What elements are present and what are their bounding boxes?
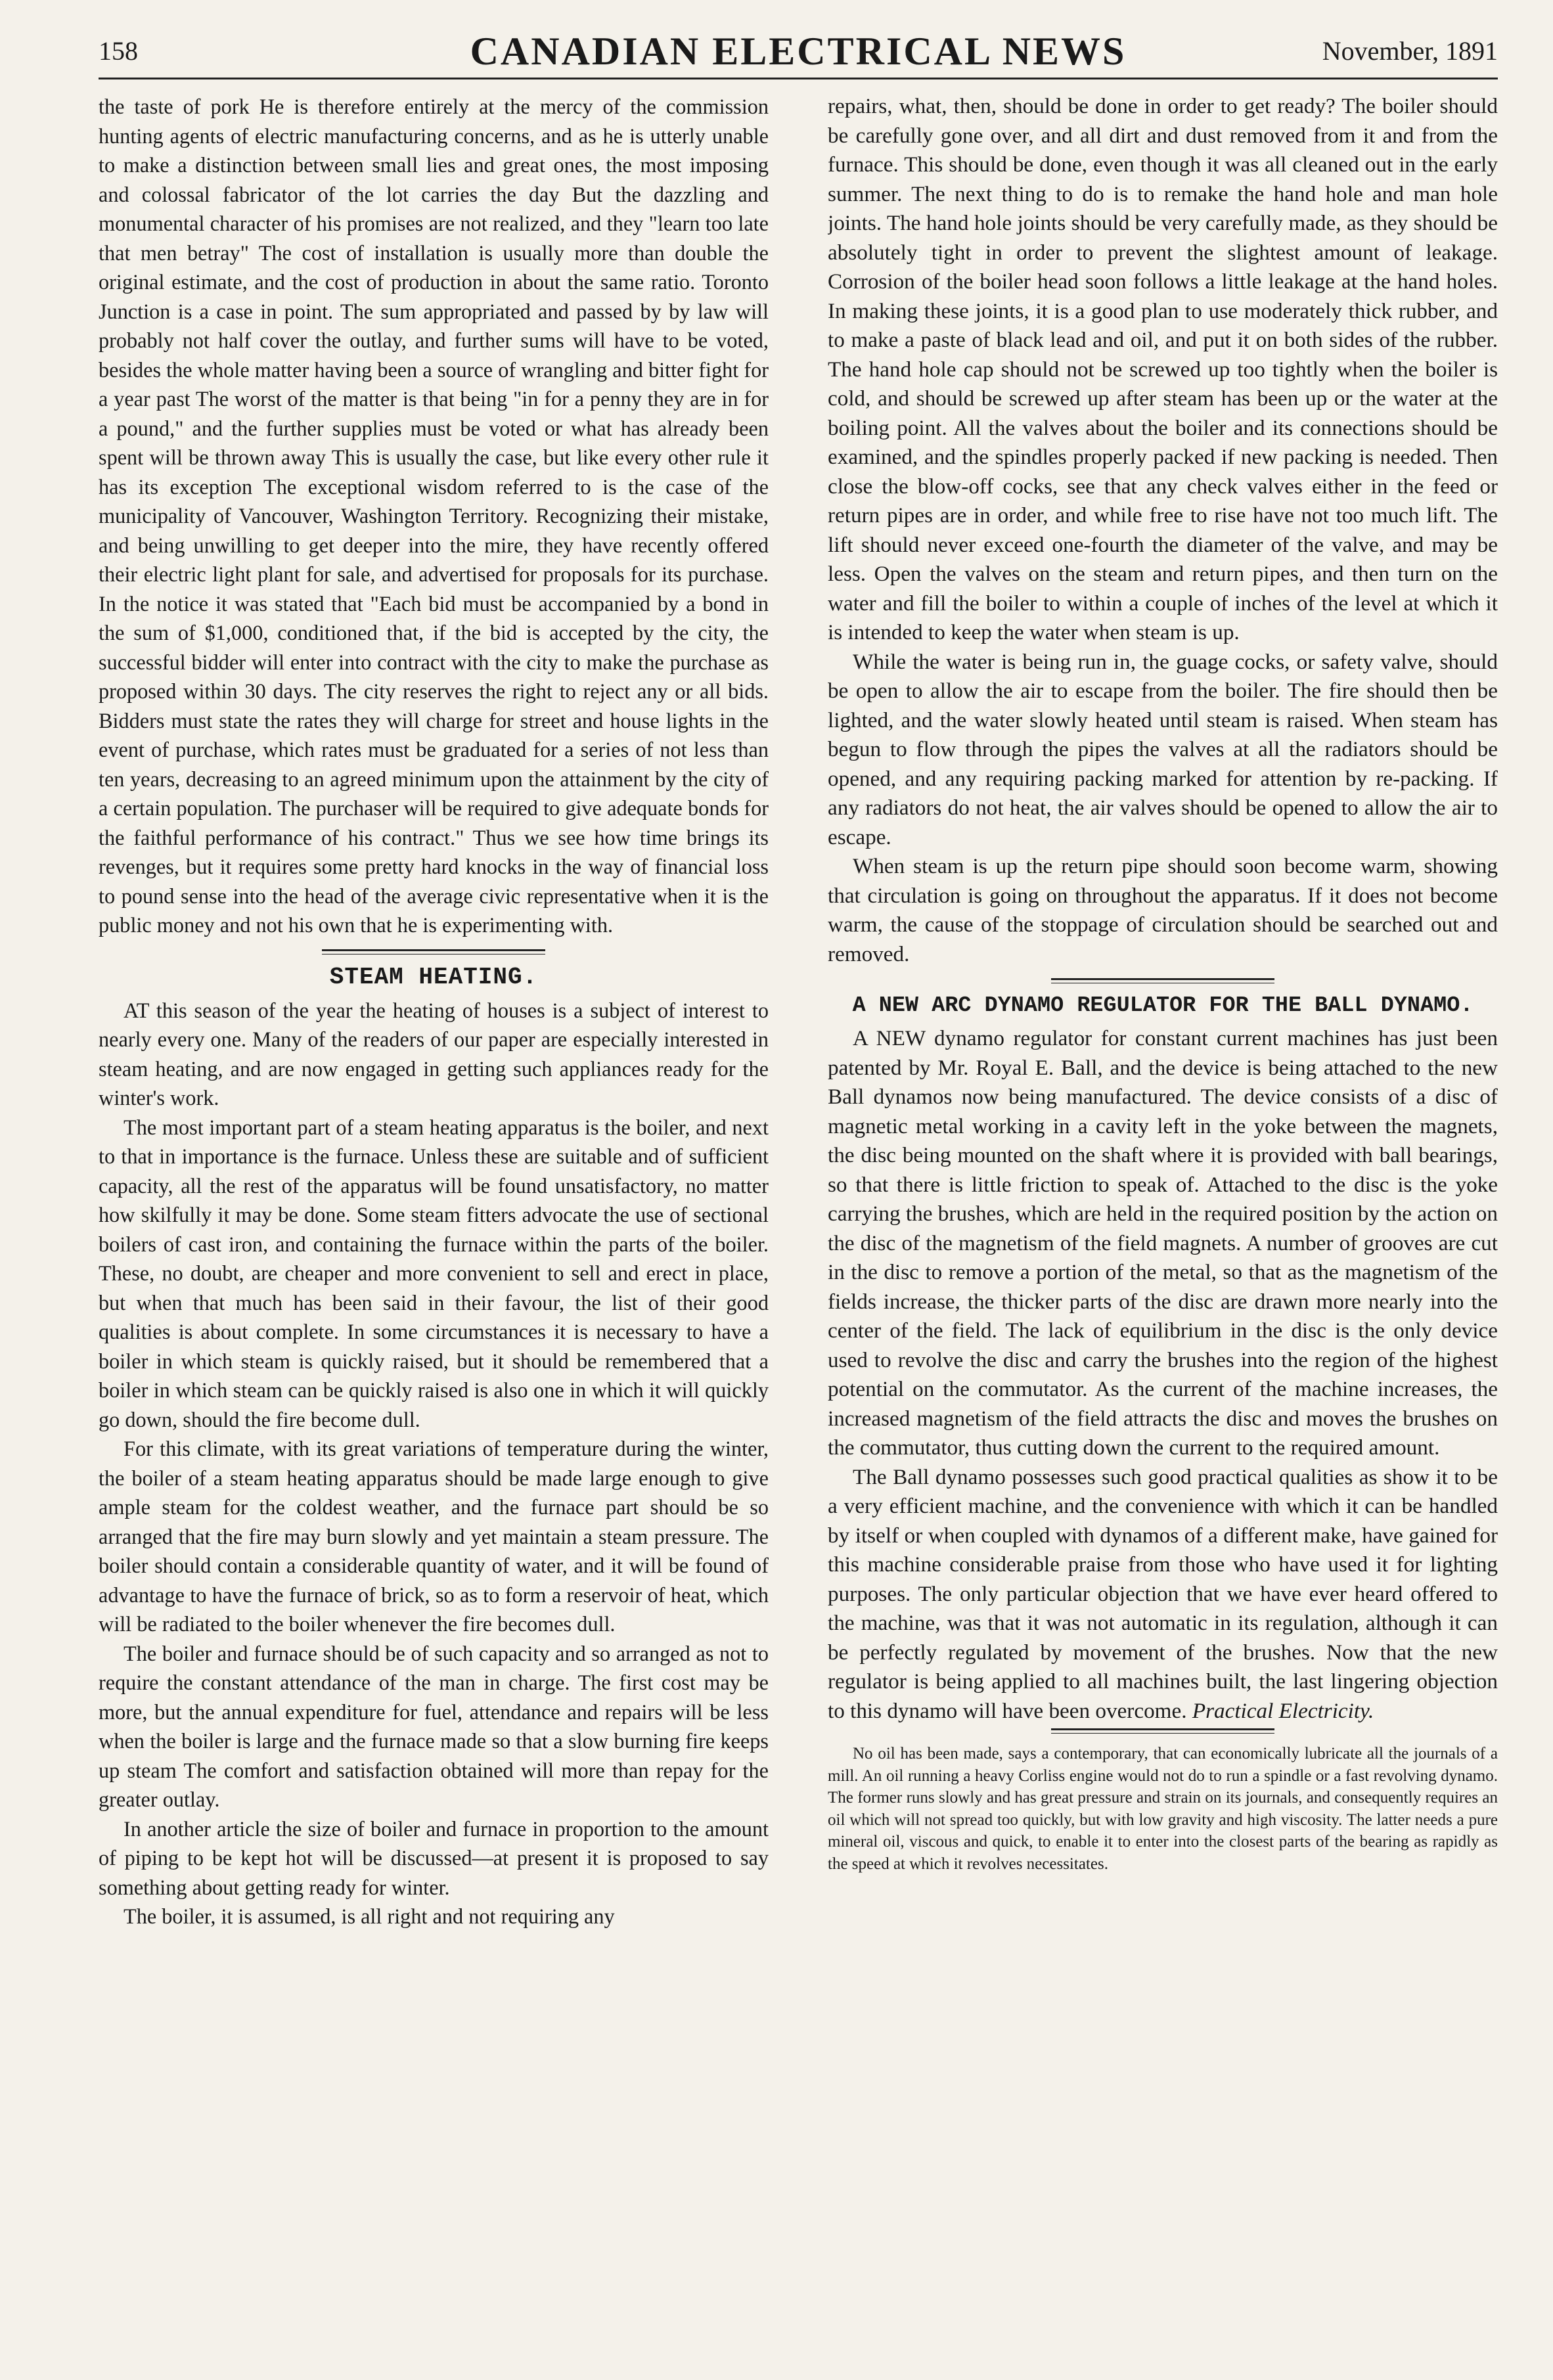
oil-note: No oil has been made, says a contemporary, that can economically lubricate all the journals of a mill. An oil running a heavy Corliss engine would not do to run a spindle or a fast revolving dynamo. The former runs slowly and has great pressure and strain on its journals, and consequently requires an oil which will not spread too quickly, but with low gravity and high viscosity. The latter needs a pure mineral oil, viscous and quick, to enable it to enter into the closest parts of the bearing as rapidly as the speed at which it revolves necessitates. bbox=[828, 1745, 1498, 1873]
arc-paragraph-2 bbox=[828, 1463, 1498, 1726]
steam-continuation-2: While the water is being run in, the guage cocks, or safety valve, should be open to allow the air to escape from the boiler. The fire should then be lighted, and the water slowly heated until steam is raised. When steam has begun to flow through the pipes the valves at all the radiators should be opened, and any requiring packing marked for attention by re-packing. If any radiators do not heat, the air valves should be opened to allow the air to escape. bbox=[828, 649, 1498, 849]
section-divider bbox=[322, 949, 545, 954]
page-number: 158 bbox=[99, 36, 138, 66]
steam-paragraph-1: AT this season of the year the heating of houses is a subject of interest to nearly every one. Many of the readers of our paper are especially interested in steam heating, and are now engaged in getting such appliances ready for the winter's work. bbox=[99, 998, 769, 1110]
steam-paragraph-2: The most important part of a steam heating apparatus is the boiler, and next to that in importance is the furnace. Unless these are suitable and of sufficient capacity, all the rest of the apparatus will be found unsatisfactory, no matter how skilfully it may be done. Some steam fitters advocate the use of sectional boilers of cast iron, and containing the furnace within the parts of the boiler. These, no doubt, are cheaper and more convenient to sell and erect in place, but when that much has been said in their favour, the list of their good qualities is about complete. In some circumstances it is necessary to have a boiler in which steam is quickly raised, but it should be remembered that a boiler in which steam can be quickly raised is also one in which it will quickly go down, should the fire become dull. bbox=[99, 1115, 769, 1431]
arc-paragraph-1: A NEW dynamo regulator for constant current machines has just been patented by Mr. Royal E. Ball, and the device is being attached to the new Ball dynamos now being manufactured. The device consists of a disc of magnetic metal working in a cavity left in the yoke between the magnets, the disc being mounted on the shaft where it is provided with ball bearings, so that there is little friction to speak of. Attached to the disc is the yoke carrying the brushes, which are held in the required position by the action on the disc of the magnetism of the field magnets. A number of grooves are cut in the disc to remove a portion of the metal, so that as the magnetism of the fields increase, the thicker parts of the disc are drawn more nearly into the center of the field. The lack of equilibrium in the disc is the only device used to revolve the disc and carry the brushes into the region of the highest potential on the commutator. As the current of the machine increases, the increased magnetism of the field attracts the disc and moves the brushes on the commutator, thus cutting down the current to the required amount. bbox=[828, 1026, 1498, 1460]
arc-paragraph-2-text: The Ball dynamo possesses such good practical qualities as show it to be a very efficient machine, and the convenience with which it can be handled by itself or when coupled with dynamos of a different make, have gained for this machine considerable praise from those who have used it for lighting purposes. The only particular objection that we have ever heard offered to the machine, was that it was not automatic in its regulation, although it can be perfectly regulated by movement of the brushes. Now that the new regulator is being applied to all machines built, the last lingering objection to this dynamo will have been overcome. bbox=[828, 1464, 1498, 1723]
steam-paragraph-3: For this climate, with its great variations of temperature during the winter, the boiler of a steam heating apparatus should be made large enough to give ample steam for the coldest weather, and the furnace part should be so arranged that the fire may burn slowly and yet maintain a steam pressure. The boiler should contain a considerable quantity of water, and it will be found of advantage to have the furnace of brick, so as to form a reservoir of heat, which will be radiated to the boiler whenever the fire becomes dull. bbox=[99, 1437, 769, 1636]
steam-paragraph-4: The boiler and furnace should be of such capacity and so arranged as not to require the constant attendance of the man in charge. The first cost may be more, but the annual expenditure for fuel, attendance and repairs will be less when the boiler is large and the furnace made so that a slow burning fire keeps up steam The comfort and satisfaction obtained will more than repay for the greater outlay. bbox=[99, 1641, 769, 1811]
left-column bbox=[99, 92, 769, 2352]
section-divider bbox=[1051, 978, 1274, 983]
arc-dynamo-heading: A NEW ARC DYNAMO REGULATOR FOR THE BALL DYNAMO. bbox=[852, 993, 1474, 1018]
steam-continuation-1: repairs, what, then, should be done in order to get ready? The boiler should be carefully gone over, and all dirt and dust removed from it and from the furnace. This should be done, even though it was all cleaned out in the early summer. The next thing to do is to remake the hand hole and man hole joints. The hand hole joints should be very carefully made, as they should be absolutely tight in order to prevent the slightest amount of leakage. Corrosion of the boiler head soon follows a little leakage at the hand holes. In making these joints, it is a good plan to use moderately thick rubber, and to make a paste of black lead and oil, and put it on both sides of the rubber. The hand hole cap should not be screwed up too tightly when the boiler is cold, and should be screwed up after steam has been up or the water at the boiling point. All the valves about the boiler and its connections should be examined, and the spindles properly packed if new packing is needed. Then close the blow-off cocks, see that any check valves either in the feed or return pipes are in order, and while free to rise have not too much lift. The lift should never exceed one-fourth the diameter of the valve, and may be less. Open the valves on the steam and return pipes, and then turn on the water and fill the boiler to within a couple of inches of the level at which it is intended to keep the water when steam is up. bbox=[828, 94, 1498, 644]
steam-continuation-3: When steam is up the return pipe should soon become warm, showing that circulation is going on throughout the apparatus. If it does not become warm, the cause of the stoppage of circulation should be searched out and removed. bbox=[828, 854, 1498, 966]
steam-paragraph-5: In another article the size of boiler and furnace in proportion to the amount of piping to be kept hot will be discussed—at present it is proposed to say something about getting ready for winter. bbox=[99, 1816, 769, 1899]
steam-paragraph-6: The boiler, it is assumed, is all right and not requiring any bbox=[124, 1904, 615, 1928]
section-divider bbox=[1051, 1728, 1274, 1734]
header-rule bbox=[99, 78, 1498, 79]
source-credit: Practical Electricity. bbox=[1192, 1698, 1374, 1723]
publication-title: CANADIAN ELECTRICAL NEWS bbox=[470, 30, 1127, 73]
editorial-continuation: the taste of pork He is therefore entirely at the mercy of the commission hunting agents of electric manufacturing concerns, and as he is utterly unable to make a distinction between small lies and great ones, the most imposing and colossal fabricator of the lot carries the day But the dazzling and monumental character of his promises are not realized, and they "learn too late that men betray" The cost of installation is usually more than double the original estimate, and the cost of production in about the same ratio. Toronto Junction is a case in point. The sum appropriated and passed by by law will probably not half cover the outlay, and further sums will have to be voted, besides the whole matter having been a source of wrangling and bitter fight for a year past The worst of the matter is that being "in for a penny they are in for a pound," and the further supplies must be voted or what has already been spent will be thrown away This is usually the case, but like every other rule it has its exception The exceptional wisdom referred to is the case of the municipality of Vancouver, Washington Territory. Recognizing their mistake, and being unwilling to get deeper into the mire, they have recently offered their electric light plant for sale, and advertised for proposals for its purchase. In the notice it was stated that "Each bid must be accompanied by a bond in the sum of $1,000, conditioned that, if the bid is accepted by the city, the successful bidder will enter into contract with the city to make the purchase as proposed within 30 days. The city reserves the right to reject any or all bids. Bidders must state the rates they will charge for street and house lights in the event of purchase, which rates must be graduated for a series of not less than ten years, decreasing to an agreed minimum upon the attainment by the city of a certain population. The purchaser will be required to give adequate bonds for the faithful performance of his contract." Thus we see how time brings its revenges, but it requires some pretty hard knocks in the way of financial loss to pound sense into the head of the average civic representative when it is the public money and not his own that he is experimenting with. bbox=[99, 95, 769, 937]
issue-date: November, 1891 bbox=[1322, 36, 1498, 66]
right-column bbox=[828, 92, 1498, 2352]
steam-heating-heading: STEAM HEATING. bbox=[329, 963, 538, 991]
page-header bbox=[99, 26, 1498, 79]
